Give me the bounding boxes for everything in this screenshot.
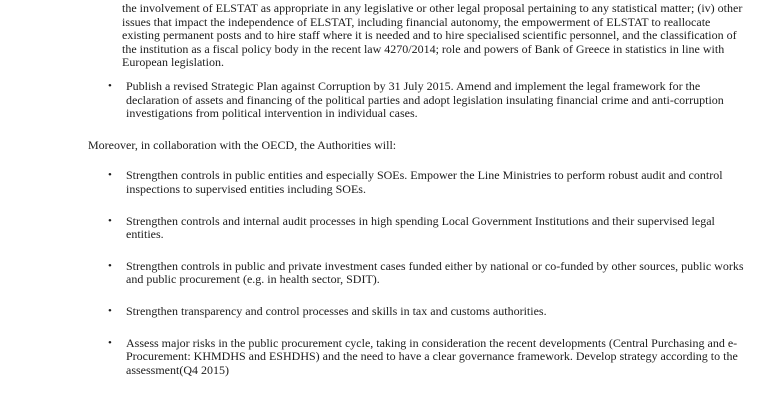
list-item (108, 80, 748, 121)
bullet-text-procurement-risk-assessment: Assess major risks in the public procurement cycle, taking in consideration the recent developments (Central Purchasing and e-Procurement: KHMDHS and ESHDHS) and the need to have a clear governance framework. Develop strategy according to the assessment(Q4 2015) (126, 335, 738, 377)
bullet-icon: • (108, 336, 112, 349)
list-item (108, 215, 748, 242)
bullet-icon: • (108, 214, 112, 227)
bullet-text-local-government-audit: Strengthen controls and internal audit processes in high spending Local Government Institutions and their supervised legal entities. (126, 213, 715, 242)
bullet-text-tax-customs-transparency: Strengthen transparency and control processes and skills in tax and customs authorities. (126, 303, 547, 318)
bullet-text-strategic-plan: Publish a revised Strategic Plan against Corruption by 31 July 2015. Amend and implement the legal framework for the declaration of assets and financing of the political parties and adopt legislation insulating financial crime and anti-corruption investigations from political intervention in individual cases. (126, 78, 724, 121)
list-item (108, 260, 748, 287)
bullet-icon: • (108, 169, 112, 182)
list-item (108, 169, 748, 196)
list-item (108, 337, 748, 378)
bullet-list-top (0, 80, 768, 121)
bullet-text-investment-controls: Strengthen controls in public and private investment cases funded either by national or co-funded by other sources, public works and public procurement (e.g. in health sector, SDIT). (126, 258, 744, 287)
bullet-icon: • (108, 79, 112, 92)
bullet-icon: • (108, 259, 112, 272)
list-item (108, 305, 748, 319)
bullet-icon: • (108, 304, 112, 317)
bullet-list-oecd (0, 169, 768, 377)
paragraph-oecd-intro: Moreover, in collaboration with the OECD, the Authorities will: (88, 137, 397, 152)
paragraph-elstat-continuation: the involvement of ELSTAT as appropriate in any legislative or other legal proposal pertaining to any statistical matter; (iv) other issues that impact the independence of ELSTAT, including financial autonomy, the empowerment of ELSTAT to reallocate existing permanent posts and to hire staff where it is needed and to hire specialised scientific personnel, and the classification of the institution as a fiscal policy body in the recent law 4270/2014; role and powers of Bank of Greece in statistics in line with European legislation. (122, 1, 743, 70)
bullet-text-soe-controls: Strengthen controls in public entities and especially SOEs. Empower the Line Ministries to perform robust audit and control inspections to supervised entities including SOEs. (126, 168, 723, 196)
